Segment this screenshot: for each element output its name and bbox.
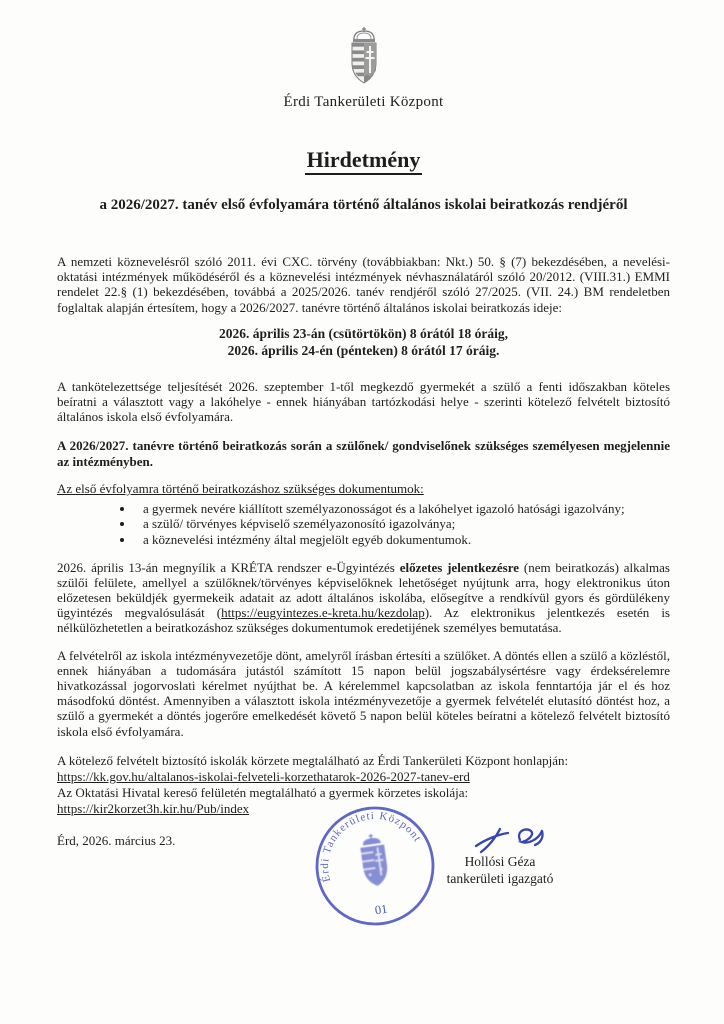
documents-heading: Az első évfolyamra történő beiratkozáshoz szükséges dokumentumok:: [57, 480, 424, 496]
district-line-2: Az Oktatási Hivatal kereső felületén megtalálható a gyermek körzetes iskolája:: [57, 785, 469, 801]
org-name: Érdi Tankerületi Központ: [283, 94, 444, 110]
enrollment-dates: [57, 325, 670, 359]
enrollment-date-line-1: 2026. április 23-án (csütörtökön) 8 órától 18 óráig,: [218, 325, 509, 341]
district-line-1: A kötelező felvételt biztosító iskolák körzete megtalálható az Érdi Tankerületi Központ honlapján:: [57, 752, 569, 768]
kreta-bold-phrase: előzetes jelentkezésre: [399, 559, 520, 575]
paragraph-legal-intro: A nemzeti köznevelésről szóló 2011. évi CXC. törvény (továbbiakban: Nkt.) 50. § (7) bekezdésében, a nevelési-oktatási intézmények működéséről és a köznevelési intézmények névhasználatáról szóló 20/2012. (VIII.31.) EMMI rendelet 22.§ (1) bekezdésében, továbbá a 2025/2026. tanév rendjéről szóló 27/2025. (VII. 24.) BM rendeletben foglaltak alapján értesítem, hogy a 2026/2027. tanévre történő általános iskolai beiratkozás ideje:: [57, 254, 670, 315]
kreta-text-3: ). Az elektronikus jelentkezés esetén is nélkülözhetetlen a beiratkozáshoz szükséges dokumentumok eredetijének személyes bemutatása.: [57, 605, 670, 636]
paragraph-kreta: [57, 560, 670, 636]
link-ekreta[interactable]: https://eugyintezes.e-kreta.hu/kezdolap: [221, 605, 425, 621]
signatory-title: tankerületi igazgató: [446, 870, 554, 886]
stamp-number: 01: [373, 901, 389, 918]
handwritten-signature-icon: [472, 824, 550, 856]
link-kir-search[interactable]: https://kir2korzet3h.kir.hu/Pub/index: [57, 801, 250, 817]
list-item: • a köznevelési intézmény által megjelölt egyéb dokumentumok.: [135, 532, 670, 548]
link-district-map[interactable]: https://kk.gov.hu/altalanos-iskolai-felveteli-korzethatarok-2026-2027-tanev-erd: [57, 769, 470, 785]
signature-block: [420, 824, 580, 887]
stamp-crest-icon: [359, 832, 390, 887]
paragraph-obligation: A tankötelezettsége teljesítését 2026. szeptember 1-től megkezdő gyermekét a szülő a fenti időszakban köteles beíratni a választott vagy a lakóhelye - ennek hiányában tartózkodási helye - szerinti kötelező felvételt biztosító általános iskola első évfolyamára.: [57, 378, 670, 425]
coat-of-arms-icon: [347, 27, 381, 85]
document-subtitle: a 2026/2027. tanév első évfolyamára történő általános iskolai beiratkozás rendjéről: [99, 197, 628, 213]
list-item: • a szülő/ törvényes képviselő személyazonosító igazolványa;: [135, 516, 670, 532]
place-and-date: Érd, 2026. március 23.: [57, 832, 176, 848]
document-content: [57, 0, 670, 1024]
document-title: Hirdetmény: [57, 147, 670, 173]
kreta-text-1: 2026. április 13-án megnyílik a KRÉTA rendszer e-Ügyintézés: [57, 559, 400, 575]
enrollment-date-line-2: 2026. április 24-én (pénteken) 8 órától 17 óráig.: [227, 342, 500, 358]
stamp-ring-text: Érdi Tankerületi Központ: [318, 809, 424, 883]
paragraph-personal-presence: A 2026/2027. tanévre történő beiratkozás során a szülőnek/ gondviselőnek szükséges személyesen megjelennie az intézményben.: [57, 438, 670, 469]
list-item: • a gyermek nevére kiállított személyazonosságot és a lakóhelyet igazoló hatósági igazolvány;: [135, 501, 670, 517]
signatory-name: Hollósi Géza: [464, 853, 536, 869]
paragraph-decision-appeal: A felvételről az iskola intézményvezetője dönt, amelyről írásban értesíti a szülőket. A döntés ellen a szülő a közléstől, ennek hiányában a tudomására jutástól számított 15 napon belül jogszabálysértésre vagy érdeksérelemre hivatkozással jogorvoslati kérelmet nyújthat be. A kérelemmel kapcsolatban az iskola fenntartója jár el és hoz másodfokú döntést. Amennyiben a választott iskola intézményvezetője a gyermek felvételét elutasító döntést hoz, a szülő a gyermekét a döntés jogerőre emelkedését követő 5 napon belül köteles beíratni a kötelező felvételt biztosító iskola első évfolyamára.: [57, 647, 670, 739]
kreta-text-2: (nem beiratkozás) alkalmas szülői felülete, amellyel a szülőknek/törvényes képviselőknek lehetőséget nyújtunk arra, hogy elektronikus úton előzetesen beküldjék gyermekeik adatait az adott általános iskolába, elősegítve a rendkívül gyors és gördülékeny ügyintézés megvalósulását (: [57, 559, 670, 621]
header: [57, 0, 670, 111]
documents-list: [57, 501, 670, 548]
